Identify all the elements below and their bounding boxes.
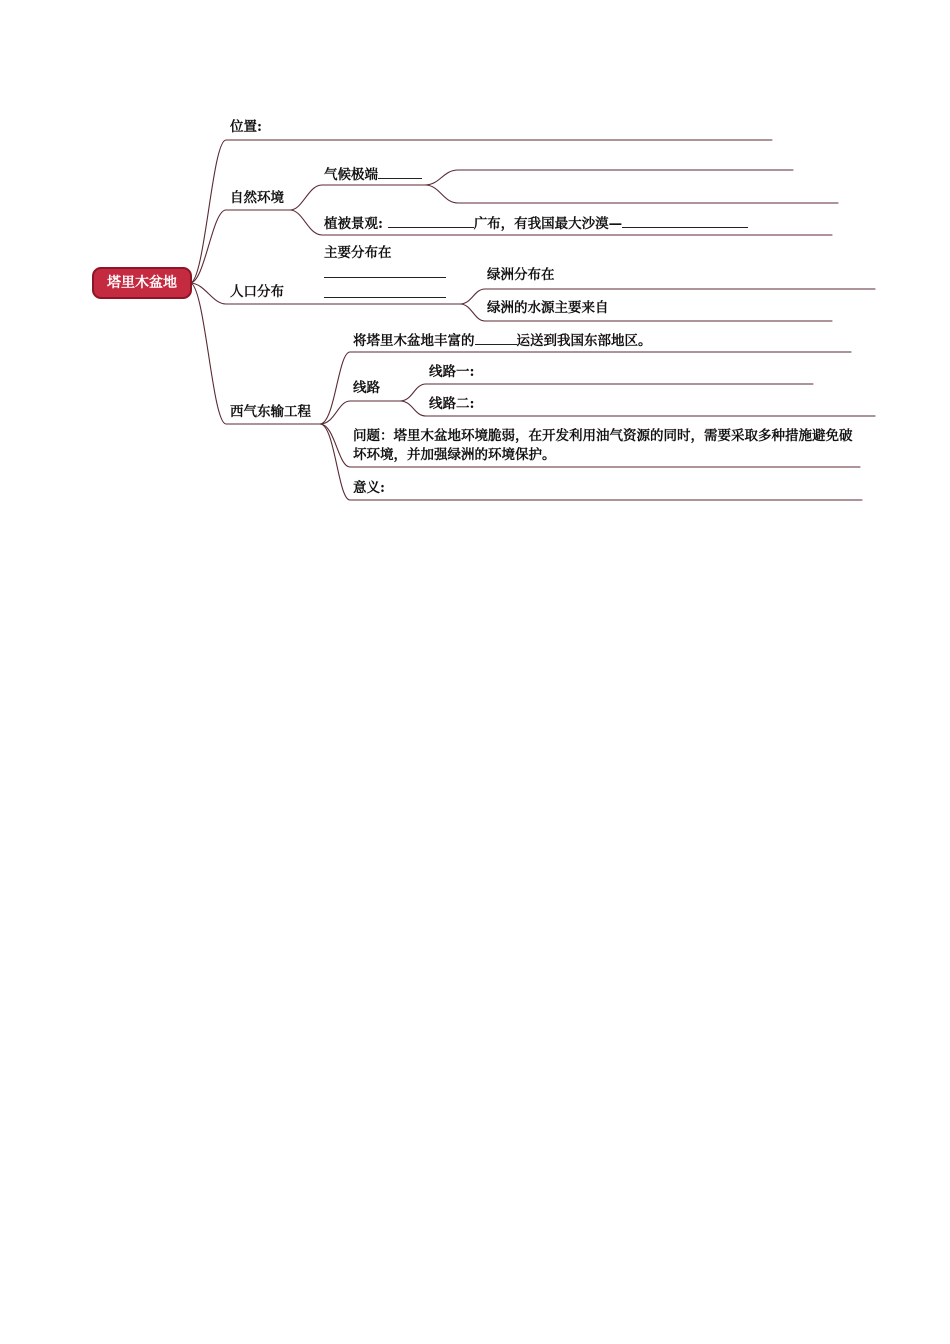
pipeline-purpose-node [353, 331, 652, 349]
population-main-blank-1 [324, 277, 446, 278]
route-line2-node: 线路二: [429, 396, 475, 412]
pipeline-node: 西气东输工程 [230, 404, 311, 420]
population-main-blank-2 [324, 297, 446, 298]
vegetation-prefix: 植被景观: [324, 216, 383, 232]
route-line1-node: 线路一: [429, 364, 475, 380]
climate-blank [378, 165, 422, 179]
oasis-distribution-node: 绿洲分布在 [487, 267, 555, 283]
purpose-suffix: 运送到我国东部地区。 [516, 333, 652, 349]
pipeline-significance-node: 意义: [353, 480, 385, 496]
vegetation-middle: 广布，有我国最大沙漠— [473, 216, 623, 232]
purpose-prefix: 将塔里木盆地丰富的 [353, 333, 475, 349]
root-node: 塔里木盆地 [92, 267, 192, 299]
vegetation-blank-1 [388, 214, 474, 228]
vegetation-blank-2 [622, 214, 748, 228]
population-main-node: 主要分布在 [324, 245, 392, 261]
oasis-water-node: 绿洲的水源主要来自 [487, 300, 609, 316]
population-node: 人口分布 [230, 284, 284, 300]
purpose-blank [475, 331, 517, 345]
vegetation-node [324, 214, 748, 232]
route-node: 线路 [353, 380, 380, 396]
climate-node [324, 165, 422, 183]
pipeline-problem-node: 问题：塔里木盆地环境脆弱，在开发利用油气资源的同时，需要采取多种措施避免破坏环境，并加强绿洲的环境保护。 [353, 428, 853, 463]
climate-label: 气候极端 [324, 167, 378, 183]
nature-node: 自然环境 [230, 190, 284, 206]
location-node: 位置: [230, 119, 262, 135]
